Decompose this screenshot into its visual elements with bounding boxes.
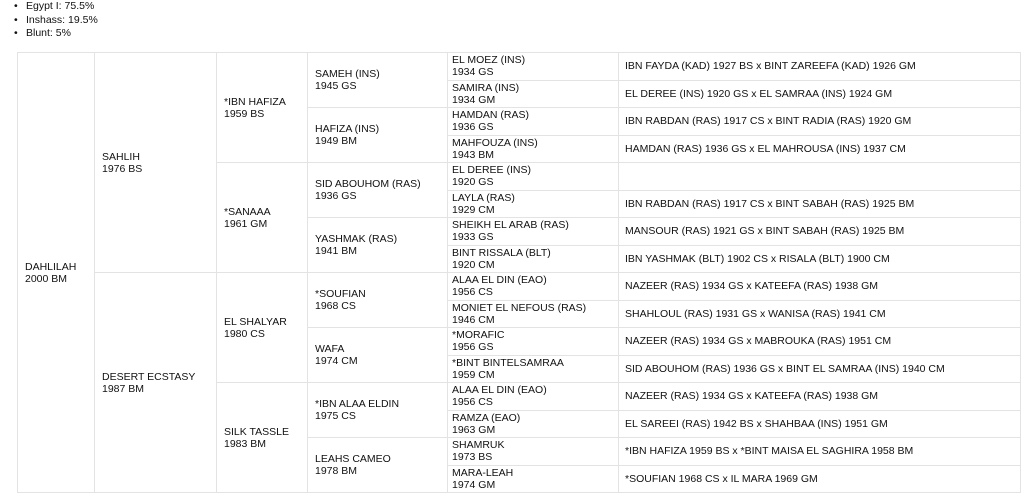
ancestor-cell [448,273,619,301]
parents-cell: EL DEREE (INS) 1920 GS x EL SAMRAA (INS) 1924 GM [619,80,1021,108]
parents-cell: NAZEER (RAS) 1934 GS x KATEEFA (RAS) 1938 GM [619,273,1021,301]
ancestor-cell [448,328,619,356]
ancestor-year: 1920 CM [452,258,495,271]
ancestor-name: *MORAFIC [452,329,505,342]
ancestor-cell [448,218,619,246]
horse-name: DAHLILAH [25,260,77,273]
ancestor-cell [448,163,619,191]
ancestor-name: *BINT BINTELSAMRAA [452,356,564,369]
ancestor-name: *SANAAA [224,205,271,218]
ancestor-cell [217,163,308,273]
dam-year: 1987 BM [102,382,145,395]
ancestor-year: 1959 CM [452,368,495,381]
parents-cell: NAZEER (RAS) 1934 GS x KATEEFA (RAS) 1938 GM [619,383,1021,411]
ancestor-name: EL DEREE (INS) [452,164,531,177]
ancestor-name: MAHFOUZA (INS) [452,136,538,149]
sire-name: SAHLIH [102,150,140,163]
parents-cell: NAZEER (RAS) 1934 GS x MABROUKA (RAS) 1951 CM [619,328,1021,356]
ancestor-year: 1956 GS [452,341,494,354]
parents-cell [619,163,1021,191]
ancestor-year: 1929 CM [452,203,495,216]
ancestor-name: RAMZA (EAO) [452,411,521,424]
ancestor-cell [448,410,619,438]
breed-percentage-list [0,0,98,41]
ancestor-cell [448,108,619,136]
ancestor-cell [308,438,448,493]
ancestor-name: SAMIRA (INS) [452,81,520,94]
ancestor-name: *IBN HAFIZA [224,95,286,108]
ancestor-year: 1943 BM [452,148,495,161]
sire-year: 1976 BS [102,162,143,175]
ancestor-cell [448,383,619,411]
ancestor-name: *IBN ALAA ELDIN [315,398,400,410]
ancestor-name: YASHMAK (RAS) [315,233,398,245]
ancestor-year: 1934 GS [452,66,494,79]
ancestor-name: EL SHALYAR [224,315,287,328]
dam-cell [95,273,217,493]
pedigree-table [17,52,1021,493]
ancestor-year: 1936 GS [315,190,357,202]
list-item: • Egypt I: 75.5% [26,0,98,14]
parents-cell: IBN FAYDA (KAD) 1927 BS x BINT ZAREEFA (KAD) 1926 GM [619,53,1021,81]
ancestor-year: 1933 GS [452,231,494,244]
ancestor-name: LAYLA (RAS) [452,191,515,204]
horse-year: 2000 BM [25,272,68,285]
parents-cell: SID ABOUHOM (RAS) 1936 GS x BINT EL SAMRAA (INS) 1940 CM [619,355,1021,383]
ancestor-name: *SOUFIAN [315,288,366,300]
ancestor-name: EL MOEZ (INS) [452,54,526,67]
ancestor-name: SHEIKH EL ARAB (RAS) [452,219,569,232]
list-item: • Blunt: 5% [26,27,98,41]
ancestor-year: 1936 GS [452,121,494,134]
ancestor-cell [217,53,308,163]
list-item: • Inshass: 19.5% [26,14,98,28]
ancestor-year: 1975 CS [315,410,356,422]
ancestor-year: 1946 CM [452,313,495,326]
ancestor-cell [448,245,619,273]
ancestor-year: 1973 BS [452,451,493,464]
ancestor-cell [448,53,619,81]
parents-cell: SHAHLOUL (RAS) 1931 GS x WANISA (RAS) 1941 CM [619,300,1021,328]
ancestor-name: MONIET EL NEFOUS (RAS) [452,301,587,314]
parents-cell: IBN YASHMAK (BLT) 1902 CS x RISALA (BLT) 1900 CM [619,245,1021,273]
ancestor-year: 1949 BM [315,135,358,147]
ancestor-cell [448,190,619,218]
ancestor-name: SHAMRUK [452,439,505,452]
ancestor-year: 1941 BM [315,245,358,257]
ancestor-year: 1974 CM [315,355,358,367]
ancestor-year: 1963 GM [452,423,496,436]
parents-cell: MANSOUR (RAS) 1921 GS x BINT SABAH (RAS) 1925 BM [619,218,1021,246]
ancestor-name: ALAA EL DIN (EAO) [452,274,547,287]
ancestor-year: 1974 GM [452,478,496,491]
ancestor-cell [308,328,448,383]
ancestor-name: SAMEH (INS) [315,68,380,80]
ancestor-name: BINT RISSALA (BLT) [452,246,551,259]
ancestor-year: 1956 CS [452,396,493,409]
sire-cell [95,53,217,273]
parents-cell: *IBN HAFIZA 1959 BS x *BINT MAISA EL SAGHIRA 1958 BM [619,438,1021,466]
ancestor-cell [448,355,619,383]
parents-cell: HAMDAN (RAS) 1936 GS x EL MAHROUSA (INS) 1937 CM [619,135,1021,163]
ancestor-name: HAMDAN (RAS) [452,109,530,122]
ancestor-name: ALAA EL DIN (EAO) [452,384,547,397]
ancestor-year: 1959 BS [224,107,265,120]
ancestor-cell [308,383,448,438]
dam-name: DESERT ECSTASY [102,370,196,383]
ancestor-cell [217,273,308,383]
ancestor-year: 1945 GS [315,80,357,92]
ancestor-year: 1983 BM [224,437,267,450]
ancestor-name: SILK TASSLE [224,425,289,438]
ancestor-year: 1961 GM [224,217,268,230]
ancestor-name: LEAHS CAMEO [315,453,391,465]
ancestor-cell [448,135,619,163]
ancestor-year: 1980 CS [224,327,265,340]
ancestor-cell [448,80,619,108]
ancestor-year: 1920 GS [452,176,494,189]
ancestor-name: WAFA [315,343,345,355]
ancestor-year: 1978 BM [315,465,358,477]
ancestor-year: 1956 CS [452,286,493,299]
ancestor-cell [308,53,448,108]
parents-cell: EL SAREEI (RAS) 1942 BS x SHAHBAA (INS) 1951 GM [619,410,1021,438]
ancestor-year: 1968 CS [315,300,356,312]
ancestor-cell [308,218,448,273]
ancestor-name: SID ABOUHOM (RAS) [315,178,421,190]
ancestor-cell [448,300,619,328]
parents-cell: IBN RABDAN (RAS) 1917 CS x BINT SABAH (RAS) 1925 BM [619,190,1021,218]
ancestor-name: MARA-LEAH [452,466,514,479]
parents-cell: IBN RABDAN (RAS) 1917 CS x BINT RADIA (RAS) 1920 GM [619,108,1021,136]
parents-cell: *SOUFIAN 1968 CS x IL MARA 1969 GM [619,465,1021,493]
ancestor-year: 1934 GM [452,93,496,106]
horse-cell [18,53,95,493]
ancestor-name: HAFIZA (INS) [315,123,380,135]
ancestor-cell [308,273,448,328]
ancestor-cell [308,163,448,218]
ancestor-cell [448,438,619,466]
ancestor-cell [217,383,308,493]
ancestor-cell [308,108,448,163]
ancestor-cell [448,465,619,493]
